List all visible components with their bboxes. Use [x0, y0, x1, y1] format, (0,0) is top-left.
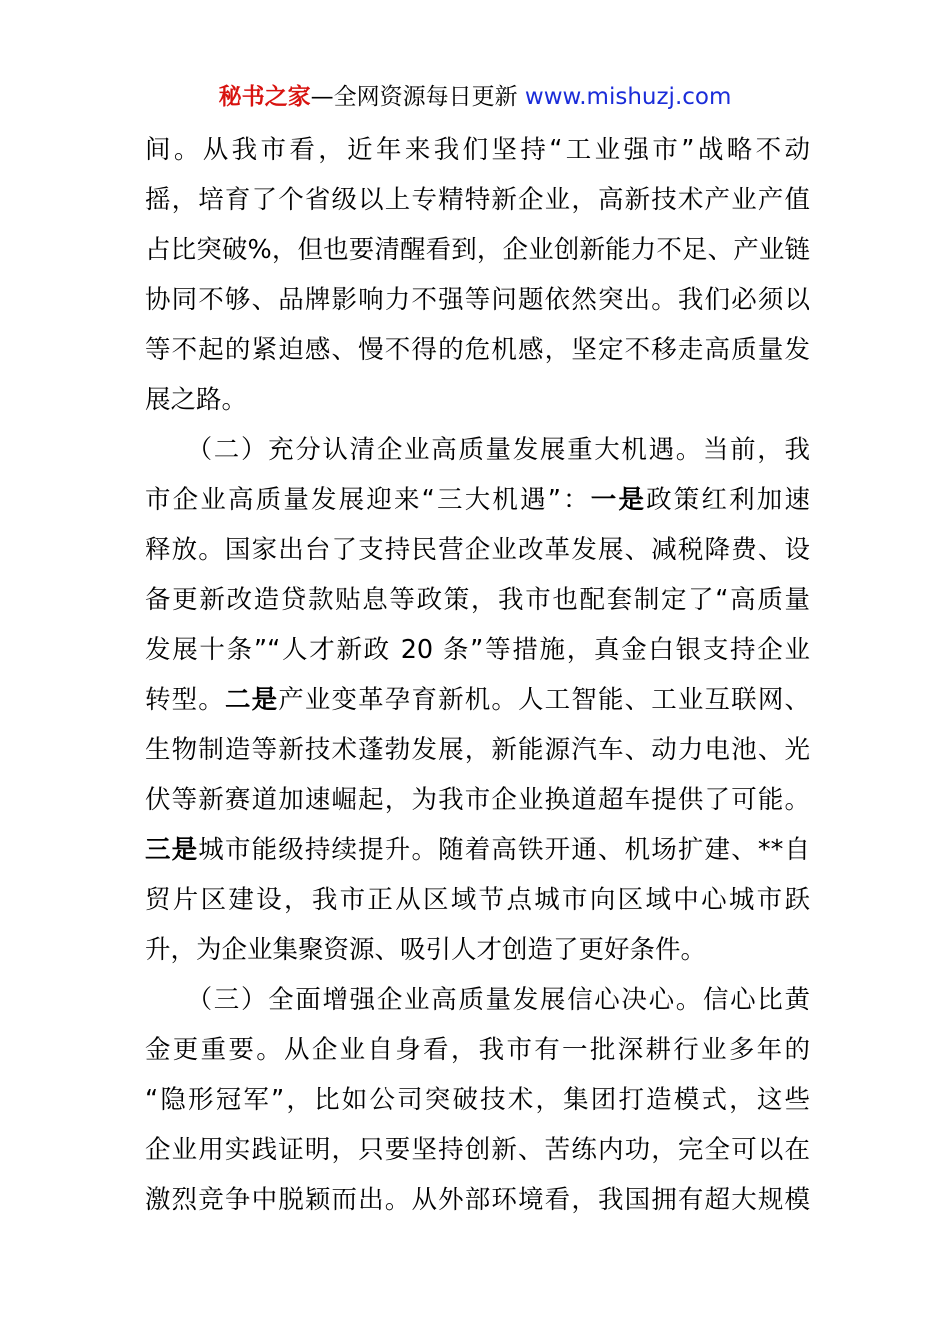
text-segment: 伏等新赛道加速崛起，为我市企业换道超车提供了可能。 [145, 785, 810, 815]
text-line [145, 1075, 810, 1125]
brand-name: 秘书之家 [218, 84, 311, 110]
text-segment: 发展十条”“人才新政 20 条”等措施，真金白银支持企业 [145, 635, 810, 665]
text-segment: 产业变革孕育新机。人工智能、工业互联网、 [278, 685, 810, 715]
text-segment: “隐形冠军”，比如公司突破技术，集团打造模式，这些 [145, 1085, 810, 1115]
text-segment: 释放。国家出台了支持民营企业改革发展、减税降费、设 [145, 535, 810, 565]
text-line [145, 775, 810, 825]
site-url-link[interactable]: www.mishuzj.com [524, 84, 732, 110]
header-slogan: —全网资源每日更新 [310, 84, 518, 110]
text-line [145, 325, 810, 375]
text-segment: 转型。 [145, 685, 225, 715]
text-line [145, 875, 810, 925]
bold-text-segment: 一是 [590, 485, 647, 515]
text-line [145, 1125, 810, 1175]
text-line [145, 1175, 810, 1225]
text-line [145, 625, 810, 675]
text-line [145, 475, 810, 525]
text-line [145, 725, 810, 775]
text-segment: （二）充分认清企业高质量发展重大机遇。当前，我 [145, 435, 810, 465]
bold-text-segment: 二是 [224, 685, 279, 715]
text-line [145, 575, 810, 625]
text-segment: 等不起的紧迫感、慢不得的危机感，坚定不移走高质量发 [145, 335, 810, 365]
text-line [145, 225, 810, 275]
text-line [145, 1025, 810, 1075]
text-line [145, 925, 810, 975]
text-segment: 政策红利加速 [646, 485, 810, 515]
text-line [145, 675, 810, 725]
text-line [145, 175, 810, 225]
text-line [145, 375, 810, 425]
text-line [145, 525, 810, 575]
text-segment: 企业用实践证明，只要坚持创新、苦练内功，完全可以在 [145, 1135, 810, 1165]
document-body [145, 125, 810, 1225]
text-segment: （三）全面增强企业高质量发展信心决心。信心比黄 [145, 985, 810, 1015]
text-line [145, 275, 810, 325]
text-segment: 升，为企业集聚资源、吸引人才创造了更好条件。 [145, 935, 707, 965]
text-segment: 摇，培育了个省级以上专精特新企业，高新技术产业产值 [145, 185, 810, 215]
text-segment: 激烈竞争中脱颖而出。从外部环境看，我国拥有超大规模 [145, 1185, 810, 1215]
text-segment: 展之路。 [145, 385, 248, 415]
text-segment: 占比突破%，但也要清醒看到，企业创新能力不足、产业链 [145, 235, 810, 265]
text-segment: 生物制造等新技术蓬勃发展，新能源汽车、动力电池、光 [145, 735, 810, 765]
text-segment: 金更重要。从企业自身看，我市有一批深耕行业多年的 [145, 1035, 810, 1065]
text-segment: 城市能级持续提升。随着高铁开通、机场扩建、**自 [198, 835, 810, 865]
bold-text-segment: 三是 [145, 835, 199, 865]
text-segment: 协同不够、品牌影响力不强等问题依然突出。我们必须以 [145, 285, 810, 315]
text-line [145, 425, 810, 475]
text-segment: 贸片区建设，我市正从区域节点城市向区域中心城市跃 [145, 885, 810, 915]
text-segment: 备更新改造贷款贴息等政策，我市也配套制定了“高质量 [145, 585, 810, 615]
text-line [145, 975, 810, 1025]
text-line [145, 125, 810, 175]
text-segment: 间。从我市看，近年来我们坚持“工业强市”战略不动 [145, 135, 810, 165]
page-header [0, 81, 950, 113]
text-line [145, 825, 810, 875]
text-segment: 市企业高质量发展迎来“三大机遇”： [145, 485, 591, 515]
